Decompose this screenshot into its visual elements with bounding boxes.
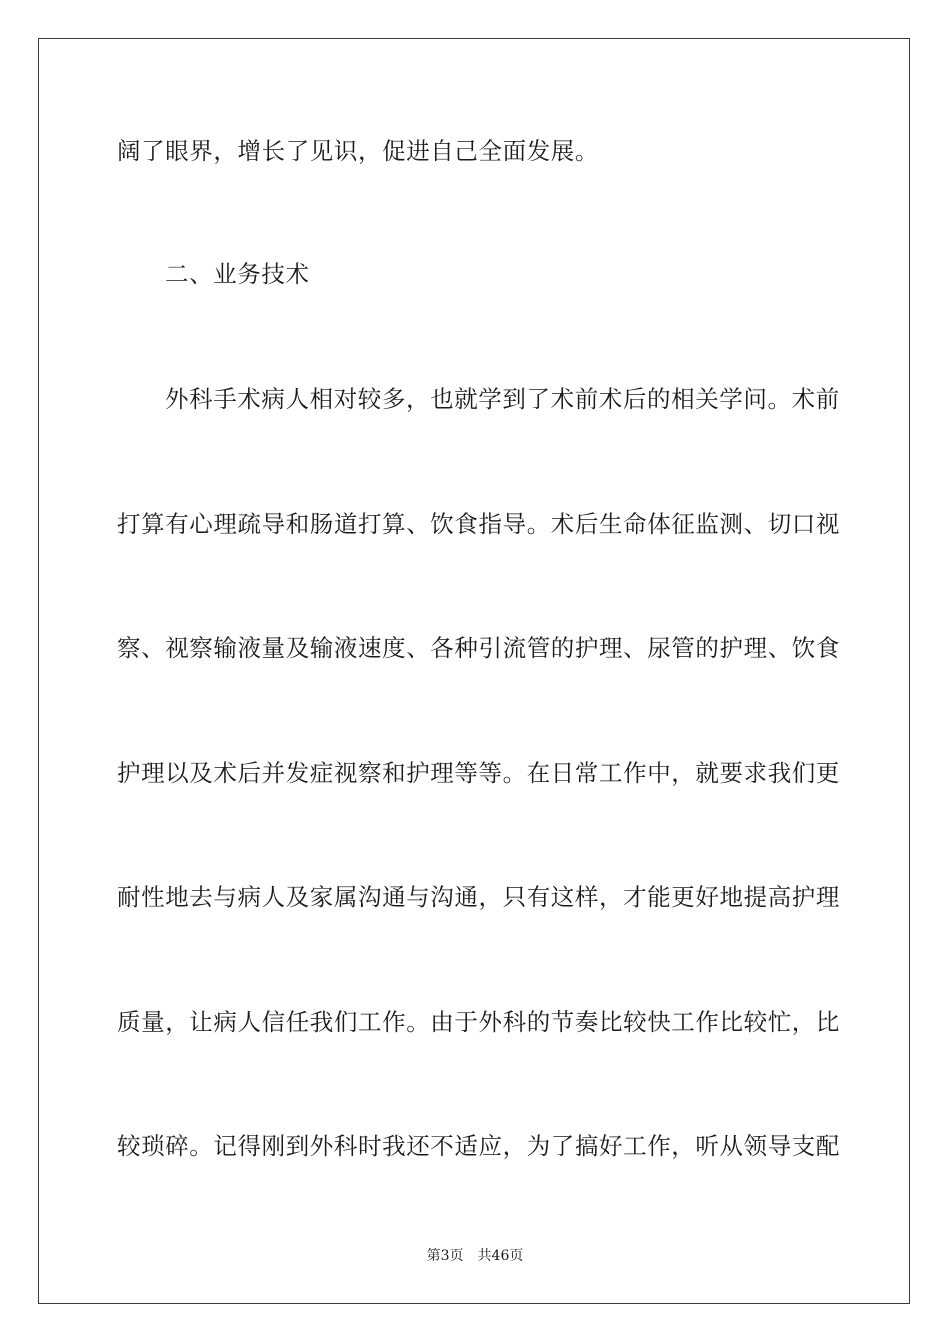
text-line-7: 耐性地去与病人及家属沟通与沟通，只有这样，才能更好地提高护理 <box>117 883 840 911</box>
page-total: 共46页 <box>477 1248 524 1264</box>
text-line-5: 察、视察输液量及输液速度、各种引流管的护理、尿管的护理、饮食 <box>117 634 840 662</box>
text-line-9: 较琐碎。记得刚到外科时我还不适应，为了搞好工作，听从领导支配 <box>117 1132 840 1160</box>
text-line-3: 外科手术病人相对较多，也就学到了术前术后的相关学问。术前 <box>165 385 840 413</box>
text-line-1: 阔了眼界，增长了见识，促进自己全面发展。 <box>117 137 599 165</box>
page-number: 第3页 <box>426 1248 464 1264</box>
page-footer <box>0 1247 950 1265</box>
text-line-8: 质量，让病人信任我们工作。由于外科的节奏比较快工作比较忙，比 <box>117 1008 840 1036</box>
text-line-4: 打算有心理疏导和肠道打算、饮食指导。术后生命体征监测、切口视 <box>117 510 840 538</box>
text-line-6: 护理以及术后并发症视察和护理等等。在日常工作中，就要求我们更 <box>117 759 840 787</box>
page-border <box>38 38 910 1304</box>
section-heading: 二、业务技术 <box>165 260 310 288</box>
